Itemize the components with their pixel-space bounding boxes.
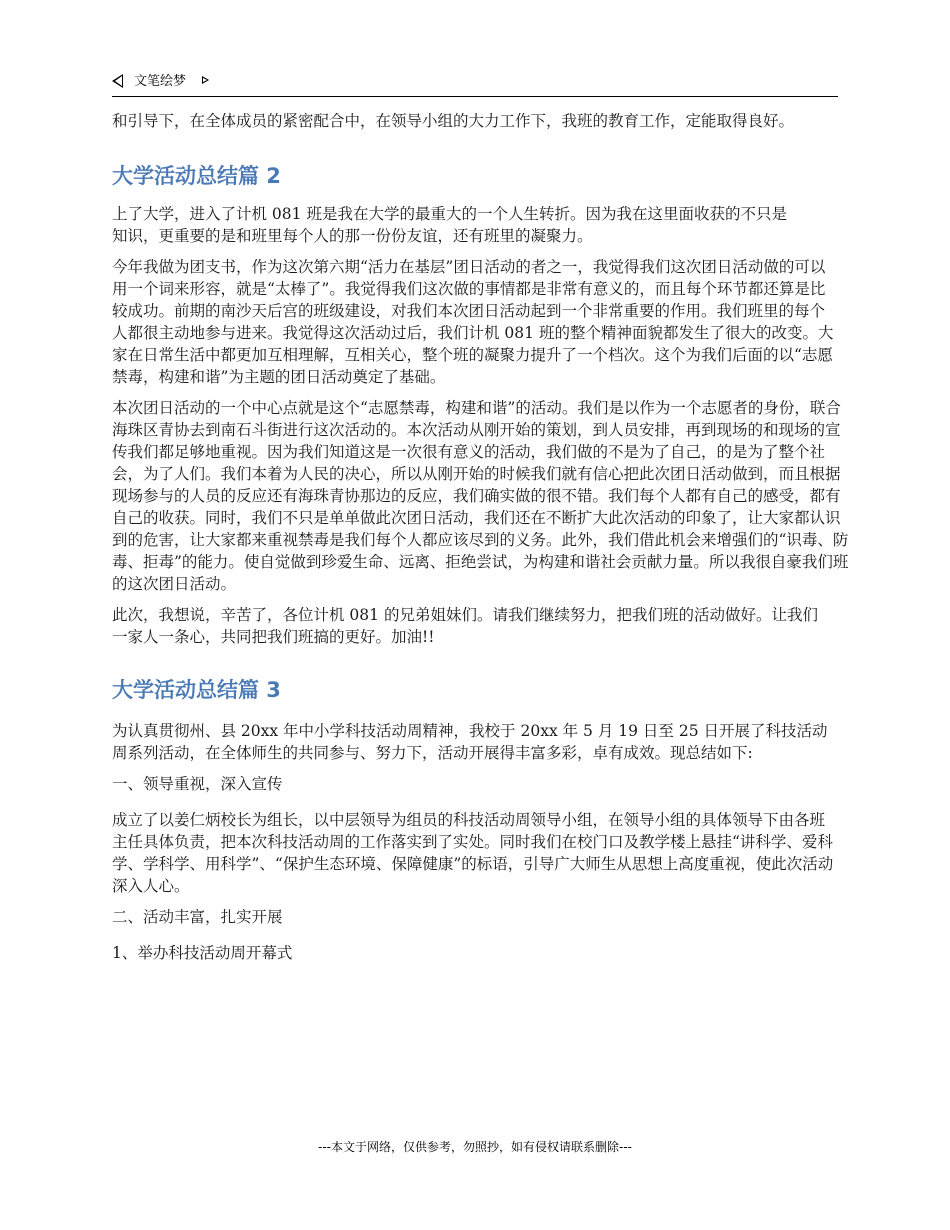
paragraph: 成立了以姜仁炳校长为组长，以中层领导为组员的科技活动周领导小组，在领导小组的具体领导下由各班主任具体负责，把本次科技活动周的工作落实到了实处。同时我们在校门口及教学楼上悬挂“讲科学、爱科学、学科学、用科学”、“保护生态环境、保障健康”的标语，引导广大师生从思想上高度重视，使此次活动深入人心。 (112, 811, 834, 895)
triangle-right-icon (202, 76, 209, 84)
paragraph: 上了大学，进入了计机 081 班是我在大学的最重大的一个人生转折。因为我在这里面收获的不只是知识，更重要的是和班里每个人的那一份份友谊，还有班里的凝聚力。 (112, 205, 787, 245)
header-brand: 文笔绘梦 (134, 74, 187, 89)
footer-disclaimer: ---本文于网络，仅供参考，勿照抄，如有侵权请联系删除--- (318, 1140, 632, 1154)
triangle-left-icon (112, 74, 123, 88)
paragraph: 为认真贯彻州、县 20xx 年中小学科技活动周精神，我校于 20xx 年 5 月 19 日至 25 日开展了科技活动周系列活动，在全体师生的共同参与、努力下，活动开展得丰富多彩，卓有成效。现总结如下: (112, 722, 828, 762)
page-header (112, 72, 838, 96)
subheading: 1、举办科技活动周开幕式 (112, 944, 293, 962)
section-heading: 大学活动总结篇 2 (112, 164, 281, 188)
section-heading: 大学活动总结篇 3 (112, 678, 281, 702)
subheading: 一、领导重视，深入宣传 (112, 775, 283, 793)
document-body (112, 110, 852, 973)
header-divider (112, 96, 838, 97)
paragraph: 此次，我想说，辛苦了，各位计机 081 的兄弟姐妹们。请我们继续努力，把我们班的活动做好。让我们一家人一条心，共同把我们班搞的更好。加油!! (112, 606, 818, 646)
subheading: 二、活动丰富，扎实开展 (112, 908, 283, 926)
paragraph: 今年我做为团支书，作为这次第六期“活力在基层”团日活动的者之一，我觉得我们这次团日活动做的可以用一个词来形容，就是“太棒了”。我觉得我们这次做的事情都是非常有意义的，而且每个环节都还算是比较成功。前期的南沙天后宫的班级建设，对我们本次团日活动起到一个非常重要的作用。我们班里的每个人都很主动地参与进来。我觉得这次活动过后，我们计机 081 班的整个精神面貌都发生了很大的改变。大家在日常生活中都更加互相理解，互相关心，整个班的凝聚力提升了一个档次。这个为我们后面的以“志愿禁毒，构建和谐”为主题的团日活动奠定了基础。 (112, 258, 834, 386)
paragraph: 本次团日活动的一个中心点就是这个“志愿禁毒，构建和谐”的活动。我们是以作为一个志愿者的身份，联合海珠区青协去到南石斗街进行这次活动的。本次活动从刚开始的策划，到人员安排，再到现场的和现场的宣传我们都足够地重视。因为我们知道这是一次很有意义的活动，我们做的不是为了自己，的是为了整个社会，为了人们。我们本着为人民的决心，所以从刚开始的时候我们就有信心把此次团日活动做到，而且根据现场参与的人员的反应还有海珠青协那边的反应，我们确实做的很不错。我们每个人都有自己的感受，都有自己的收获。同时，我们不只是单单做此次团日活动，我们还在不断扩大此次活动的印象了，让大家都认识到的危害，让大家都来重视禁毒是我们每个人都应该尽到的义务。此外，我们借此机会来增强们的“识毒、防毒、拒毒”的能力。使自觉做到珍爱生命、远离、拒绝尝试，为构建和谐社会贡献力量。所以我很自豪我们班的这次团日活动。 (112, 399, 849, 593)
paragraph: 和引导下，在全体成员的紧密配合中，在领导小组的大力工作下，我班的教育工作，定能取得良好。 (112, 112, 795, 130)
